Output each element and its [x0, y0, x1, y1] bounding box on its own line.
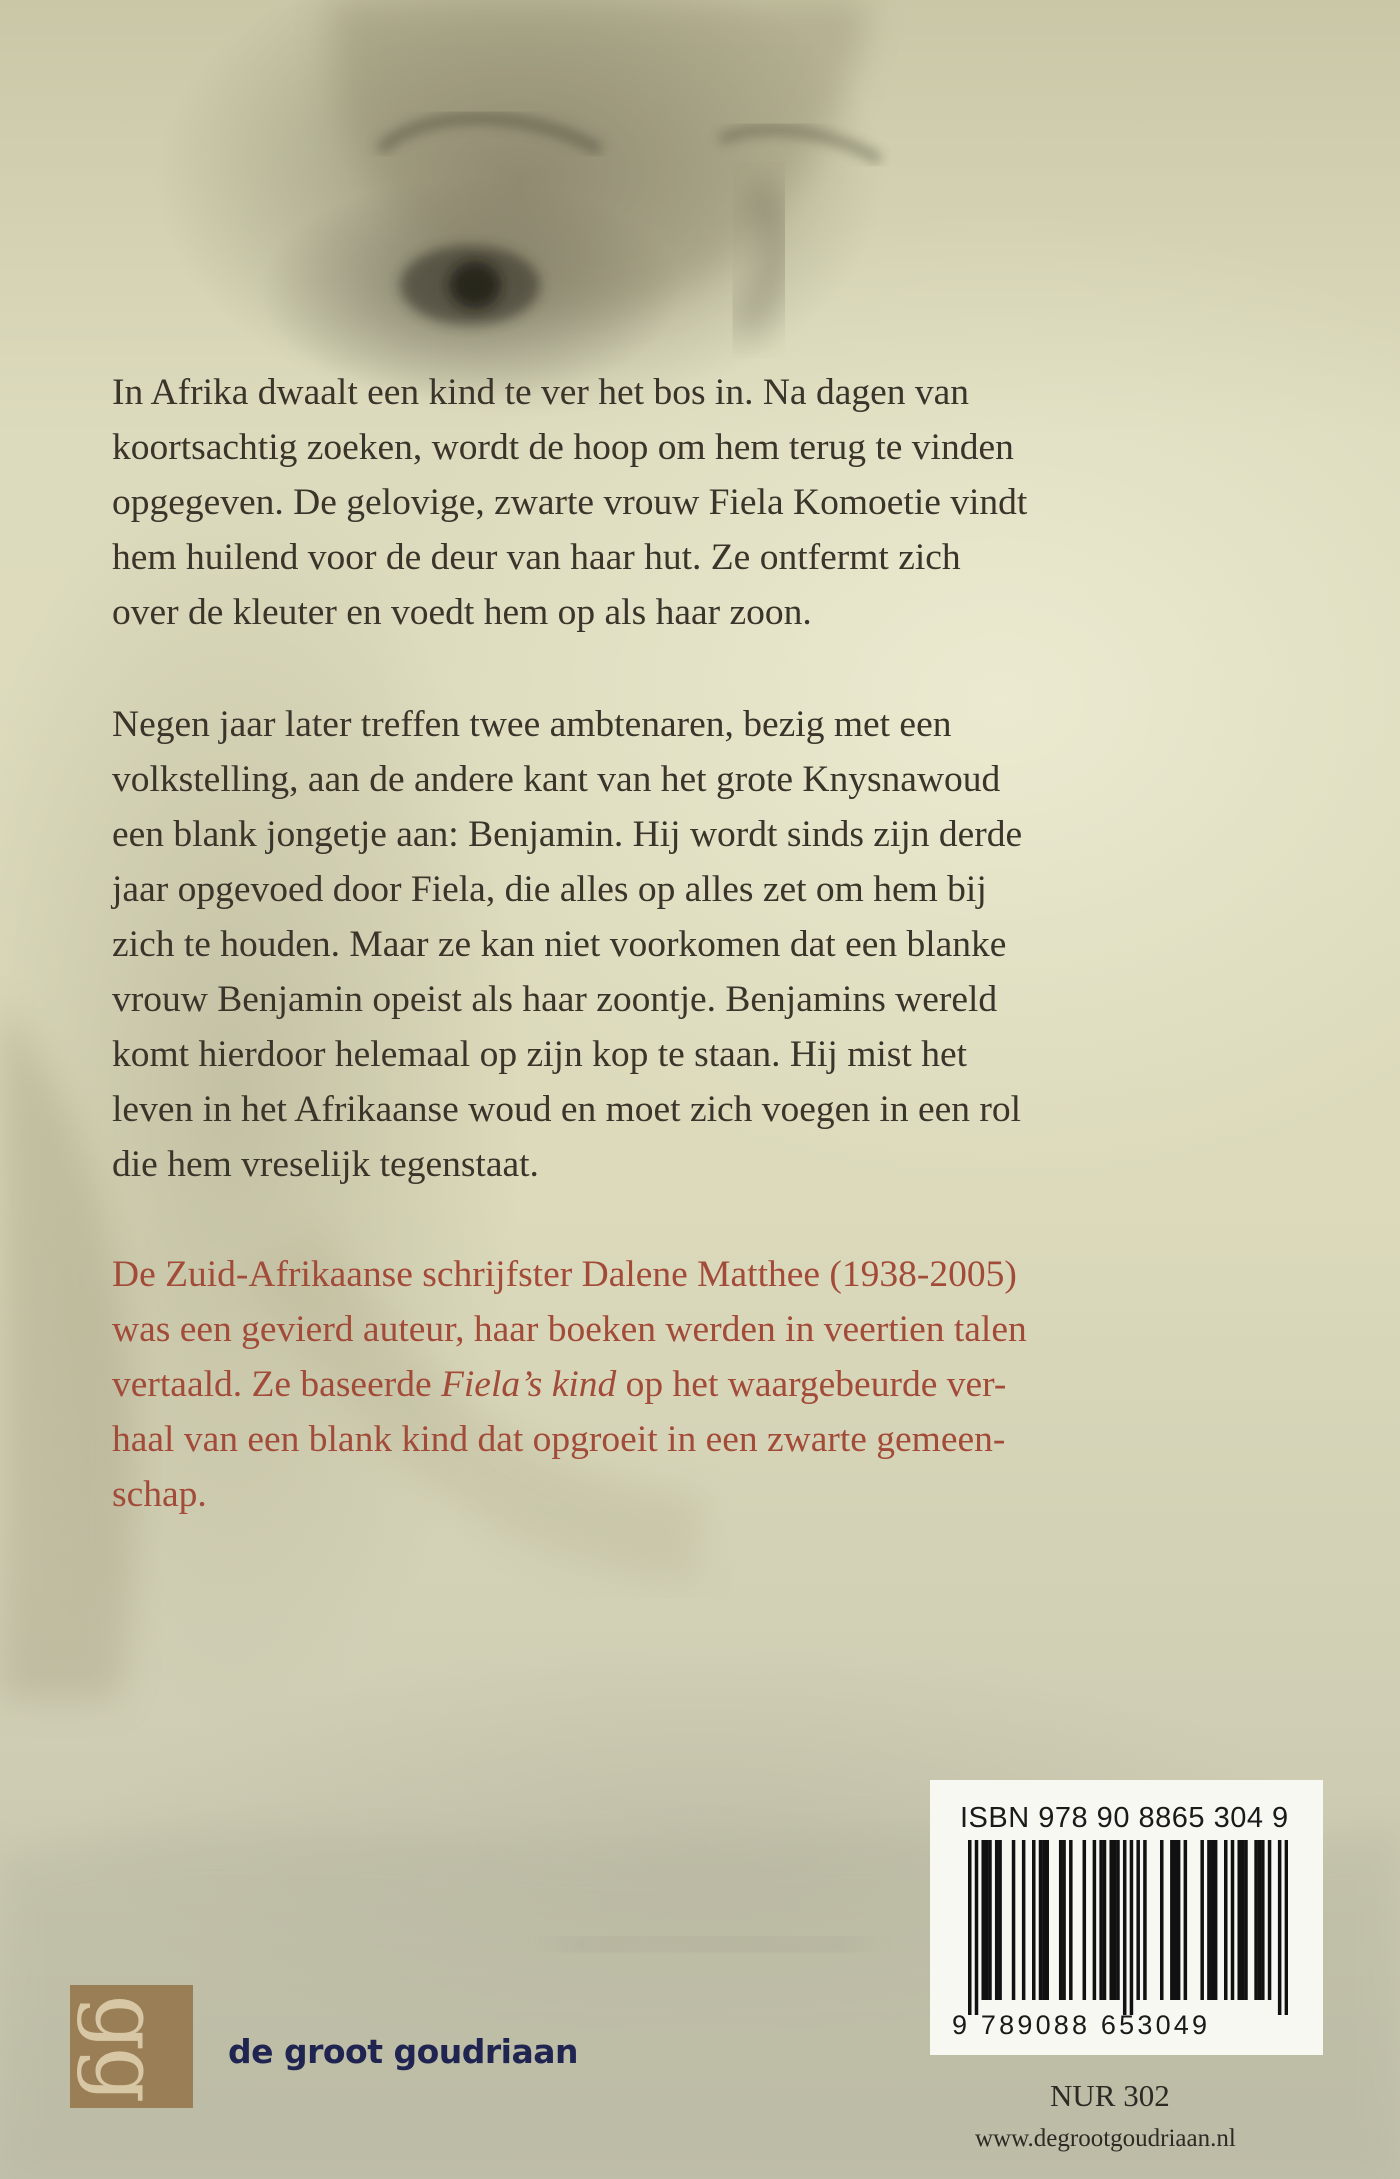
- barcode-bar: [988, 1840, 992, 2000]
- barcode-bar: [1130, 1840, 1134, 2015]
- publisher-name: de groot goudriaan: [228, 2032, 579, 2071]
- text-line: komt hierdoor helemaal op zijn kop te staan. Hij mist het: [112, 1034, 968, 1075]
- text-line: leven in het Afrikaanse woud en moet zich voegen in een rol: [112, 1089, 1022, 1130]
- barcode-bar: [1244, 1840, 1248, 2000]
- barcode-bar: [1099, 1840, 1103, 2000]
- barcode-bar: [1143, 1840, 1147, 2000]
- isbn-label: ISBN 978 90 8865 304 9: [960, 1802, 1289, 1834]
- barcode-bar: [1083, 1840, 1087, 2000]
- text-line: opgegeven. De gelovige, zwarte vrouw Fiela Komoetie vindt: [112, 482, 1028, 523]
- text-line: Negen jaar later treffen twee ambtenaren, bezig met een: [112, 704, 952, 745]
- text-line: een blank jongetje aan: Benjamin. Hij wordt sinds zijn derde: [112, 814, 1023, 855]
- barcode-bar: [1062, 1840, 1066, 2000]
- text-line: haal van een blank kind dat opgroeit in een zwarte gemeen-: [112, 1419, 1006, 1460]
- barcode-bar: [1211, 1840, 1215, 2000]
- text-line: zich te houden. Maar ze kan niet voorkomen dat een blanke: [112, 924, 1007, 965]
- text-segment: op het waargebeurde ver-: [616, 1364, 1007, 1405]
- barcode-bar: [1173, 1840, 1177, 2000]
- barcode-bars: [968, 1840, 1288, 2015]
- text-line: [112, 1357, 1292, 1412]
- barcode-bar: [1177, 1840, 1181, 2000]
- text-line: hem huilend voor de deur van haar hut. Ze ontfermt zich: [112, 537, 961, 578]
- barcode-bar: [1254, 1840, 1258, 2000]
- barcode-bar: [1069, 1840, 1073, 2000]
- text-line: die hem vreselijk tegenstaat.: [112, 1144, 539, 1185]
- barcode-bar: [1268, 1840, 1272, 2000]
- isbn-barcode-box: [930, 1780, 1323, 2055]
- barcode-bar: [995, 1840, 999, 2000]
- barcode-bar: [975, 1840, 979, 2015]
- barcode-bar: [1237, 1840, 1241, 2000]
- barcode-bar: [1160, 1840, 1164, 2000]
- text-line: koortsachtig zoeken, wordt de hoop om hem terug te vinden: [112, 427, 1014, 468]
- barcode-bar: [1258, 1840, 1262, 2000]
- author-note: [112, 1247, 1292, 1522]
- barcode-bar: [1022, 1840, 1026, 2000]
- synopsis-paragraph-1: [112, 365, 1292, 640]
- nur-code: NUR 302: [1050, 2078, 1170, 2113]
- barcode-bar: [968, 1840, 972, 2015]
- text-line: was een gevierd auteur, haar boeken werden in veertien talen: [112, 1309, 1027, 1350]
- text-line: jaar opgevoed door Fiela, die alles op alles zet om hem bij: [112, 869, 987, 910]
- synopsis-paragraph-2: [112, 697, 1292, 1192]
- barcode-bar: [981, 1840, 985, 2000]
- barcode-bar: [1241, 1840, 1245, 2000]
- text-line: volkstelling, aan de andere kant van het grote Knysnawoud: [112, 759, 1001, 800]
- publisher-website: www.degrootgoudriaan.nl: [975, 2125, 1236, 2152]
- text-line: schap.: [112, 1474, 207, 1515]
- barcode-bar: [1170, 1840, 1174, 2000]
- barcode-bar: [1042, 1840, 1046, 2000]
- text-line: vrouw Benjamin opeist als haar zoontje. Benjamins wereld: [112, 979, 998, 1020]
- barcode-bar: [1136, 1840, 1140, 2000]
- text-line: over de kleuter en voedt hem op als haar zoon.: [112, 592, 812, 633]
- barcode-bar: [1059, 1840, 1063, 2000]
- book-title: Fiela’s kind: [440, 1364, 617, 1405]
- barcode-bar: [1224, 1840, 1228, 2000]
- barcode-bar: [1045, 1840, 1049, 2000]
- barcode-bar: [1184, 1840, 1188, 2000]
- barcode-bar: [1103, 1840, 1107, 2000]
- text-line: In Afrika dwaalt een kind te ver het bos in. Na dagen van: [112, 372, 970, 413]
- barcode-bar: [1207, 1840, 1211, 2000]
- barcode-bar: [1039, 1840, 1043, 2000]
- publisher-logo: [70, 1985, 193, 2108]
- barcode-bar: [1093, 1840, 1097, 2000]
- barcode-bar: [1113, 1840, 1117, 2000]
- barcode-bar: [1109, 1840, 1113, 2000]
- barcode-bar: [1012, 1840, 1016, 2000]
- barcode-bar: [1032, 1840, 1036, 2000]
- barcode-bar: [1214, 1840, 1218, 2000]
- barcode-bar: [1200, 1840, 1204, 2000]
- barcode-bar: [1261, 1840, 1265, 2000]
- barcode-bar: [1278, 1840, 1282, 2015]
- barcode-bar: [1123, 1840, 1127, 2015]
- publisher-logo-mark: gg: [75, 1994, 179, 2100]
- barcode-bar: [1285, 1840, 1288, 2015]
- barcode-bar: [1231, 1840, 1235, 2000]
- text-line: De Zuid-Afrikaanse schrijfster Dalene Matthee (1938-2005): [112, 1254, 1017, 1295]
- barcode-bar: [998, 1840, 1002, 2000]
- barcode-bar: [1116, 1840, 1120, 2000]
- text-segment: vertaald. Ze baseerde: [112, 1364, 441, 1405]
- barcode-bar: [985, 1840, 989, 2000]
- barcode-digits: 9 789088 653049: [952, 2010, 1211, 2040]
